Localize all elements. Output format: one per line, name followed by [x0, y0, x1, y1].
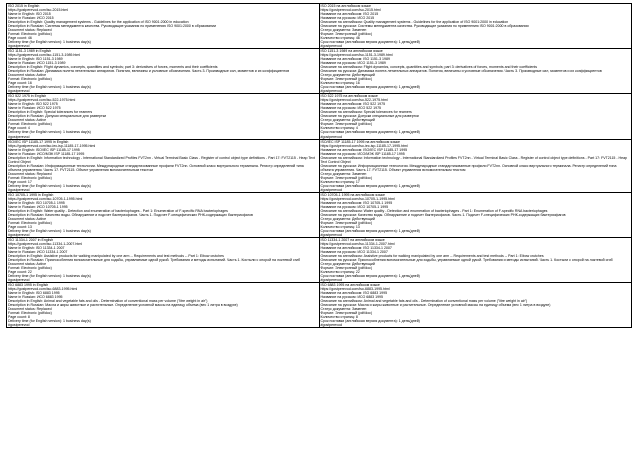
record-line: Количество страниц: 13 [320, 224, 360, 229]
record-line: Name in Russian: ИСО 11334-1 2007 [8, 249, 68, 254]
record-line: #gostperevod [320, 323, 342, 328]
record-line: Name in Russian: ИСО 10705-1 1995 [8, 204, 68, 209]
record-row [7, 139, 632, 192]
record-line: Описание на английском: Information technology - International Standardized Profiles FVT2nn - Virtual Terminal Basic Class - Register of control object type definitions - Part 17: FVT2115 - Heap Text Control Object [320, 155, 628, 164]
record-line: Название на русском: ИСО 11334-1 2007 [320, 249, 388, 254]
record-line: Document status: Active [8, 73, 47, 78]
record-line: Delivery time (for English version): 1 business day(s) [8, 319, 91, 324]
record-line: Document status: Active [8, 118, 47, 123]
record-line: Name in Russian: ИСО 6883 1995 [8, 295, 63, 300]
record-line: Формат: Электронный (pdf/doc) [320, 77, 373, 82]
record-line: Page count: 13 [8, 224, 32, 229]
record-line: Name in Russian: ИСО 2015 [8, 16, 54, 21]
record-line: Name in English: ISO 6883 1995 [8, 291, 60, 296]
record-row [7, 49, 632, 94]
english-record-cell [7, 94, 320, 139]
record-line: Количество страниц: 22 [320, 270, 360, 275]
record-line: Description in Russian: Динамика полета летательных аппаратов. Понятия, величины и условные обозначения. Часть 3. Производные сил, моментов и их коэффициентов [8, 69, 290, 74]
record-line: Document status: Replaced [8, 171, 52, 176]
record-line: https://gostperevod.com/iso-522-1975.html [8, 98, 76, 103]
english-record-cell [7, 192, 320, 237]
record-line: Количество страниц: 4 [320, 126, 358, 131]
russian-record-cell [319, 139, 632, 192]
record-line: Name in English: ISO 10705-1 1995 [8, 200, 65, 205]
record-line: #gostperevod [320, 44, 342, 49]
record-line: #gostperevod [8, 187, 30, 192]
record-line: Название на русском: ИСО 2015 [320, 16, 375, 21]
document-table-body [7, 4, 632, 328]
record-line: Название на английском: ISO 10705-1 1995 [320, 200, 393, 205]
record-line: Name in English: ISO 2015 [8, 12, 51, 17]
english-record-cell [7, 49, 320, 94]
record-line: Статус документа: Действующий [320, 216, 375, 221]
record-line: #gostperevod [8, 89, 30, 94]
record-line: Формат: Электронный (pdf/doc) [320, 175, 373, 180]
record-line: Формат: Электронный (pdf/doc) [320, 32, 373, 37]
record-line: https://gostperevod.com/iso-1151-3-1989.html [8, 53, 81, 58]
record-line: Формат: Электронный (pdf/doc) [320, 266, 373, 270]
record-line: Format: Electronic (pdf/doc) [8, 220, 52, 225]
record-line: Количество страниц: 46 [320, 36, 360, 41]
record-line: ISO 2015 in English [8, 4, 40, 8]
record-line: Описание на английском: Quality management systems - Guidelines for the application of ISO 9001:2000 in education [320, 20, 509, 25]
record-line: https://gostperevod.com/iso-iec-isp-11185-17-1995.html [8, 143, 96, 148]
record-line: Page count: 8 [8, 315, 30, 320]
record-line: Описание на английском: Water quality - Detection and enumeration of bacteriophages - Part 1: Enumeration of F-specific RNA bacteriophages [320, 208, 548, 213]
record-line: #gostperevod [320, 278, 342, 283]
record-line: ISO 6883 1995 in English [8, 283, 49, 288]
record-line: Format: Electronic (pdf/doc) [8, 175, 52, 180]
russian-record-cell [319, 94, 632, 139]
record-line: Delivery time (for English version): 1 business day(s) [8, 40, 91, 45]
record-line: ISO 6883 1995 на английском языке [320, 283, 380, 288]
record-line: Delivery time (for English version): 1 business day(s) [8, 130, 91, 135]
record-line: Format: Electronic (pdf/doc) [8, 32, 52, 37]
record-line: ISO 2015 на английском языке [320, 4, 371, 8]
record-line: Название на английском: ISO 1151-3 1989 [320, 57, 390, 62]
record-line: Delivery time (for English version): 1 business day(s) [8, 183, 91, 188]
record-line: Срок поставки (английская версия документа): 1 день(дней) [320, 85, 420, 90]
record-line: Format: Electronic (pdf/doc) [8, 311, 52, 316]
record-line: Срок поставки (английская версия документа): 1 день(дней) [320, 183, 420, 188]
record-line: Количество страниц: 8 [320, 315, 358, 320]
record-line: Название на русском: ИСО/МЭК ISP 11185-17 1995 [320, 151, 405, 156]
record-line: Delivery time (for English version): 1 business day(s) [8, 274, 91, 279]
record-line: Описание на русском: Информационные технологии. Международные стандартизованные профили FVT2nn. Основной класс виртуального терминала. Регистр определений типа объекта управления. Часть 17. FVT2115. Объект управления вспомогательным текстом [320, 163, 617, 172]
record-line: Page count: 16 [8, 81, 32, 86]
record-line: Формат: Электронный (pdf/doc) [320, 311, 373, 316]
record-line: Статус документа: Заменен [320, 171, 367, 176]
record-line: Document status: Active [8, 216, 47, 221]
record-line: #gostperevod [320, 187, 342, 192]
record-line: ISO 1151-3 1989 на английском языке [320, 49, 383, 54]
record-line: Page count: 4 [8, 126, 30, 131]
record-line: #gostperevod [8, 323, 30, 328]
record-line: Name in English: ISO 522 1975 [8, 102, 58, 107]
record-line: https://gostperevod.com/iso-1151-3-1989.html [320, 53, 393, 58]
record-line: Статус документа: Действующий [320, 261, 375, 266]
record-line: Срок поставки (английская версия документа): 1 день(дней) [320, 274, 420, 279]
record-row [7, 94, 632, 139]
record-row [7, 237, 632, 282]
record-line: ISO/IEC ISP 11185-17 1995 in English [8, 139, 69, 144]
record-line: https://gostperevod.com/iso-2015.html [8, 8, 69, 13]
record-line: Описание на английском: Special tolerances for reamers [320, 110, 412, 115]
record-line: Name in Russian: ИСО 522 1975 [8, 106, 61, 111]
record-line: ISO 522 1975 на английском языке [320, 94, 378, 99]
russian-record-cell [319, 237, 632, 282]
record-line: Description in English: Animal and vegetable fats and oils - Determination of conventional mass per volume ("litre weight in air") [8, 299, 208, 304]
record-line: Название на английском: ISO 2015 [320, 12, 379, 17]
record-line: Описание на русском: Допуски специальные для развертки [320, 114, 419, 119]
record-line: Description in English: Assistive products for walking manipulated by one arm -- Requirements and test methods -- Part 1: Elbow crutches [8, 253, 224, 258]
record-line: Название на английском: ISO 11334-1 2007 [320, 245, 392, 250]
record-line: Описание на английском: Flight dynamics, concepts, quantities and symbols; part 3: derivatives of forces, moments and their coefficients [320, 65, 538, 70]
record-line: Format: Electronic (pdf/doc) [8, 122, 52, 127]
record-line: Описание на русском: Масла и жиры животные и растительные. Определение условной массы на единицу объема (вес 1 литра в воздухе) [320, 303, 551, 308]
record-line: Description in Russian: Масла и жиры животные и растительные. Определение условной массы на единицу объема (вес 1 литра в воздухе) [8, 303, 238, 308]
record-line: Description in Russian: Допуски специальные для развертки [8, 114, 107, 119]
record-line: Page count: 46 [8, 36, 32, 41]
record-line: ISO/IEC ISP 11185-17 1995 на английском языке [320, 139, 400, 144]
record-line: Name in English: ISO/IEC ISP 11185-17 1995 [8, 147, 80, 152]
record-line: ISO 522 1975 in English [8, 94, 47, 99]
record-line: Название на английском: ISO/IEC ISP 11185-17 1995 [320, 147, 408, 152]
record-line: Document status: Replaced [8, 307, 52, 312]
record-line: ISO 11334-1 2007 in English [8, 237, 54, 242]
record-line: https://gostperevod.com/iso-iec-isp-11185-17-1995.html [320, 143, 408, 148]
record-line: #gostperevod [8, 44, 30, 49]
record-line: https://gostperevod.com/iso-6883-1995.html [320, 287, 390, 292]
document-table [6, 3, 632, 328]
record-line: ISO 1151-3 1989 in English [8, 49, 52, 54]
record-line: Срок поставки (английская версия документа): 1 день(дней) [320, 130, 420, 135]
record-line: Description in Russian: Приспособления вспомогательные для ходьбы, управляемые одной рукой. Требования и методы испытаний. Часть 1. Костыли с опорой на локтевой сгиб [8, 257, 301, 262]
record-line: Срок поставки (английская версия документа): 1 день(дней) [320, 40, 420, 45]
record-line: Description in English: Information technology - International Standardized Profiles FVT2nn - Virtual Terminal Basic Class - Register of control object type definitions - Part 17: FVT2115 - Heap Text Control Object [8, 155, 315, 164]
record-line: Description in English: Water quality - Detection and enumeration of bacteriophages - Part 1: Enumeration of F-specific RNA bacteriophages [8, 208, 228, 213]
record-line: Page count: 22 [8, 270, 32, 275]
record-line: Описание на английском: Assistive products for walking manipulated by one arm -- Requirements and test methods -- Part 1: Elbow crutches [320, 253, 544, 258]
record-line: https://gostperevod.com/iso-10705-1-1995.html [8, 196, 83, 201]
record-line: Name in Russian: ИСО 1151-3 1989 [8, 61, 66, 66]
record-line: Document status: Replaced [8, 28, 52, 33]
record-line: Format: Electronic (pdf/doc) [8, 266, 52, 270]
record-line: #gostperevod [8, 134, 30, 139]
english-record-cell [7, 237, 320, 282]
record-line: Статус документа: Действующий [320, 118, 375, 123]
russian-record-cell [319, 192, 632, 237]
record-line: #gostperevod [320, 232, 342, 237]
record-line: Название на русском: ИСО 1151-3 1989 [320, 61, 386, 66]
record-line: Срок поставки (английская версия документа): 1 день(дней) [320, 228, 420, 233]
record-line: https://gostperevod.com/iso-11334-1-2007.html [8, 241, 83, 246]
record-line: Description in English: Quality management systems - Guidelines for the application of ISO 9001:2000 in education [8, 20, 189, 25]
record-line: Delivery time (for English version): 1 business day(s) [8, 228, 91, 233]
record-line: Description in Russian: Качество воды. Обнаружение и подсчет бактериофагов. Часть 1. Подсчет F-специфических РНК-содержащих бактериофагов [8, 212, 253, 217]
russian-record-cell [319, 49, 632, 94]
record-row [7, 4, 632, 49]
english-record-cell [7, 283, 320, 328]
record-line: #gostperevod [320, 89, 342, 94]
record-line: Page count: 17 [8, 179, 32, 184]
record-line: https://gostperevod.com/iso-2015.html [320, 8, 381, 13]
record-line: ISO 10705-1 1995 на английском языке [320, 192, 385, 197]
record-row [7, 192, 632, 237]
record-line: Название на русском: ИСО 6883 1995 [320, 295, 383, 300]
russian-record-cell [319, 4, 632, 49]
record-line: Описание на русском: Динамика полета летательных аппаратов. Понятия, величины и условные обозначения. Часть 3. Производные сил, моментов и их коэффициентов [320, 69, 602, 74]
record-line: Описание на русском: Приспособления вспомогательные для ходьбы, управляемые одной рукой. Требования и методы испытаний. Часть 1. Костыли с опорой на локтевой сгиб [320, 257, 613, 262]
record-line: Название на русском: ИСО 10705-1 1995 [320, 204, 389, 209]
record-line: Название на русском: ИСО 522 1975 [320, 106, 382, 111]
record-line: https://gostperevod.com/iso-6883-1995.html [8, 287, 78, 292]
record-line: #gostperevod [8, 232, 30, 237]
english-record-cell [7, 4, 320, 49]
record-line: Статус документа: Заменен [320, 28, 367, 33]
record-line: Delivery time (for English version): 1 business day(s) [8, 85, 91, 90]
record-line: https://gostperevod.com/iso-10705-1-1995.html [320, 196, 395, 201]
record-line: Название на английском: ISO 6883 1995 [320, 291, 388, 296]
record-line: https://gostperevod.com/iso-11334-1-2007.html [320, 241, 395, 246]
record-line: Описание на русском: Качество воды. Обнаружение и подсчет бактериофагов. Часть 1. Подсчет F-специфических РНК-содержащих бактериофагов [320, 212, 566, 217]
russian-record-cell [319, 283, 632, 328]
record-line: #gostperevod [8, 278, 30, 283]
record-line: Name in English: ISO 1151-3 1989 [8, 57, 63, 62]
record-line: https://gostperevod.com/iso-522-1975.html [320, 98, 388, 103]
record-line: #gostperevod [320, 134, 342, 139]
record-line: Формат: Электронный (pdf/doc) [320, 220, 373, 225]
record-line: ISO 10705-1 1995 in English [8, 192, 54, 197]
record-line: Название на английском: ISO 522 1975 [320, 102, 386, 107]
record-row [7, 283, 632, 328]
record-line: Описание на английском: Animal and vegetable fats and oils - Determination of conventional mass per volume ("litre weight in air") [320, 299, 528, 304]
record-line: Name in English: ISO 11334-1 2007 [8, 245, 65, 250]
record-line: Name in Russian: ИСО/МЭК ISP 11185-17 1995 [8, 151, 85, 156]
record-line: Description in Russian: Системы менеджмента качества. Руководящие указания по применению ISO 9001:2000 в образовании [8, 24, 216, 29]
record-line: ISO 11334-1 2007 на английском языке [320, 237, 385, 242]
record-line: Статус документа: Заменен [320, 307, 367, 312]
english-record-cell [7, 139, 320, 192]
record-line: Description in Russian: Информационные технологии. Международные стандартизованные профили FVT2nn. Основной класс виртуального терминала. Регистр определений типа объекта управления. Часть 17. FVT2115. Объект управления вспомогательным текстом [8, 163, 304, 172]
record-line: Количество страниц: 16 [320, 81, 360, 86]
record-line: Description in English: Special tolerances for reamers [8, 110, 93, 115]
record-line: Срок поставки (английская версия документа): 1 день(дней) [320, 319, 420, 324]
record-line: Document status: Active [8, 261, 47, 266]
record-line: Format: Electronic (pdf/doc) [8, 77, 52, 82]
record-line: Description in English: Flight dynamics, concepts, quantities and symbols; part 3: derivatives of forces, moments and their coefficients [8, 65, 218, 70]
record-line: Формат: Электронный (pdf/doc) [320, 122, 373, 127]
record-line: Статус документа: Действующий [320, 73, 375, 78]
record-line: Описание на русском: Системы менеджмента качества. Руководящие указания по применению ISO 9001:2000 в образовании [320, 24, 529, 29]
record-line: Количество страниц: 17 [320, 179, 360, 184]
